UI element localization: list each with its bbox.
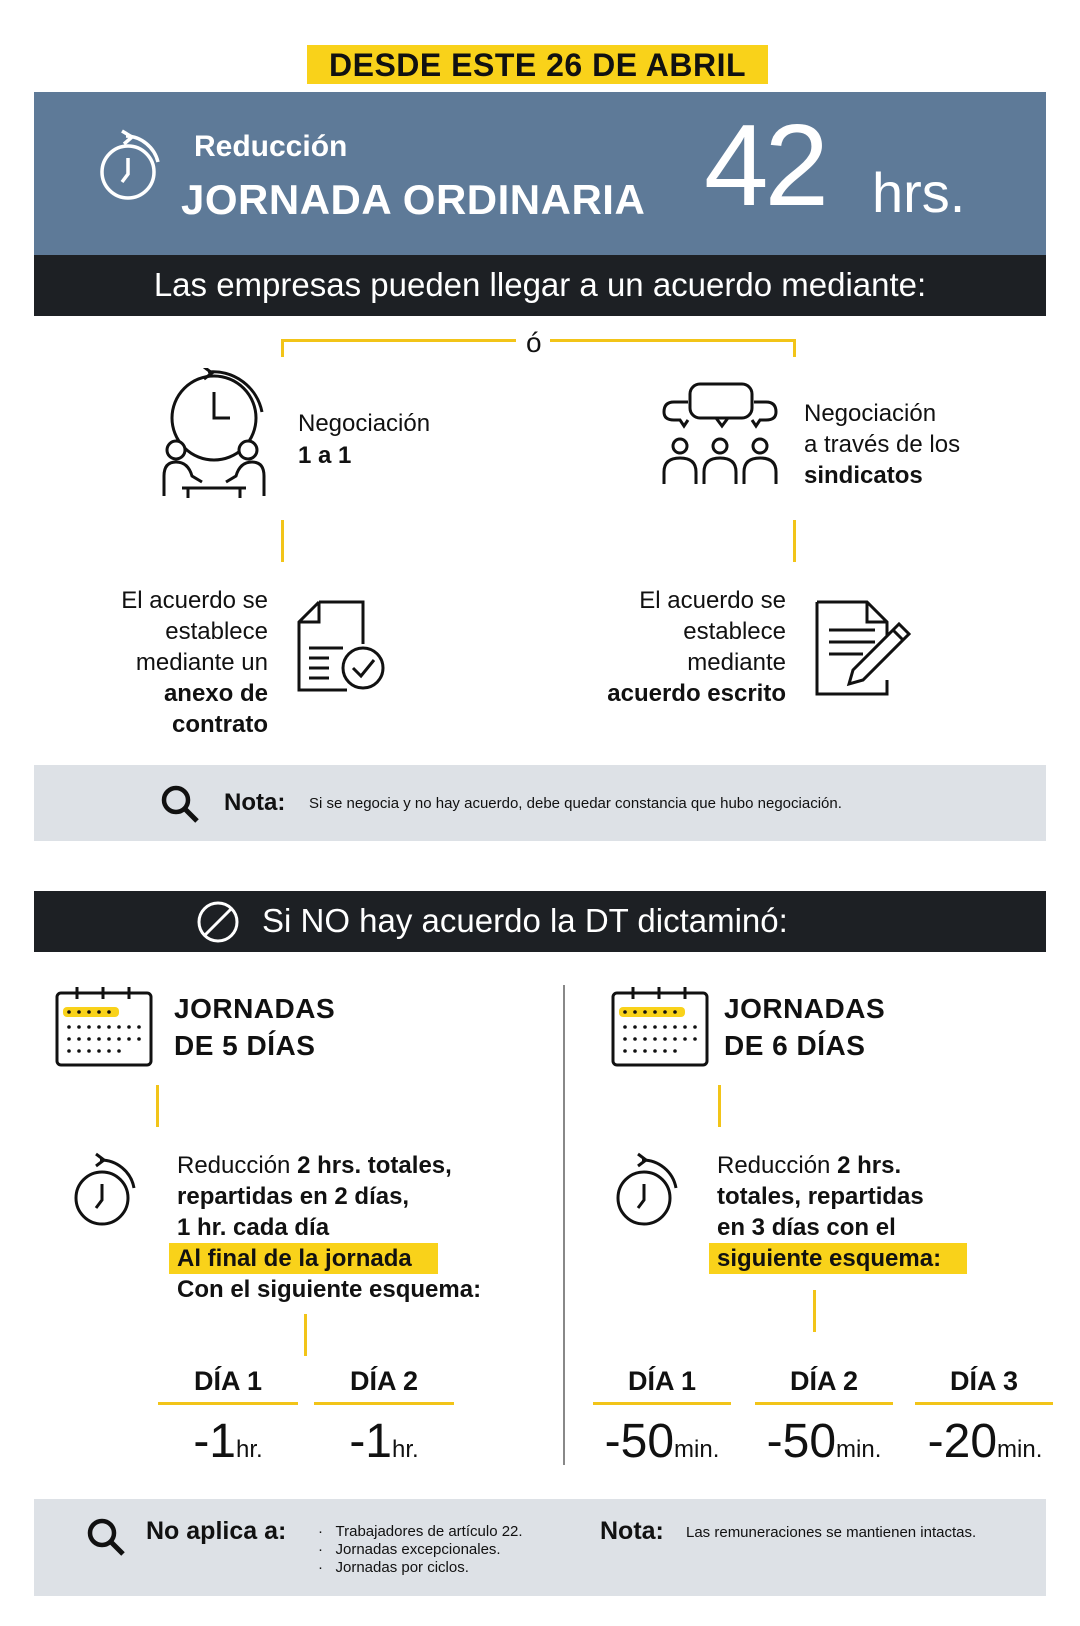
col6-connector-2 [813,1290,816,1332]
magnifier-icon [160,784,200,824]
col5-title: JORNADAS DE 5 DÍAS [174,993,336,1061]
col5-day1-underline [158,1402,298,1405]
bracket-tick-right [793,339,796,357]
col5-clock-icon [70,1150,140,1230]
col6-day1-value: -50min. [604,1415,720,1468]
col6-day2-underline [755,1402,893,1405]
connector-right [793,520,796,562]
bracket-tick-left [281,339,284,357]
col5-connector [156,1085,159,1127]
agreement-bar: Las empresas pueden llegar a un acuerdo mediante: [34,255,1046,316]
no-aplica-list [318,1523,523,1577]
no-agreement-text: Si NO hay acuerdo la DT dictaminó: [262,902,788,939]
or-label: ó [526,327,542,358]
note2-text: Las remuneraciones se mantienen intactas. [686,1524,977,1541]
prohibited-icon [196,900,240,944]
note2-label: Nota: [600,1517,664,1545]
no-agreement-bar [34,891,1046,952]
connector-left [281,520,284,562]
contract-check-icon [297,600,389,692]
no-aplica-label: No aplica a: [146,1517,287,1545]
list-item: · Trabajadores de artículo 22. [318,1523,523,1540]
bracket-line-right [550,339,796,342]
option-left-result: El acuerdo se establece mediante un anexo de contrato [121,587,268,738]
list-item: · Jornadas por ciclos. [318,1559,469,1576]
header-title: JORNADA ORDINARIA [181,176,646,223]
col5-highlight: Al final de la jornada [169,1243,438,1274]
col6-day3-underline [915,1402,1053,1405]
hours-unit: hrs. [872,161,966,224]
note-box-2 [34,1499,1046,1596]
col6-day3-label: DÍA 3 [949,1366,1018,1396]
option-left-line1: Negociación [298,410,431,437]
col5-connector-2 [304,1314,307,1356]
col6-day2-value: -50min. [766,1415,882,1468]
magnifier-icon [86,1517,126,1557]
bracket-line-left [281,339,516,342]
col5-day2-underline [314,1402,454,1405]
col6-description: Reducción 2 hrs. totales, repartidas en 3 días con el siguiente esquema: [717,1150,967,1274]
col5-description: Reducción 2 hrs. totales, repartidas en 2 días, 1 hr. cada día Al final de la jornada Con el siguiente esquema: [177,1150,481,1305]
note1-text: Si se negocia y no hay acuerdo, debe quedar constancia que hubo negociación. [309,795,842,812]
option-right-line1: Negociación [804,400,937,427]
one-on-one-meeting-icon [158,368,270,498]
col6-connector [718,1085,721,1127]
note-box-1 [34,765,1046,841]
option-right-line2: a través de los [804,431,961,458]
header [34,92,1046,255]
clock-icon [96,128,162,208]
col5-day2-value: -1hr. [349,1415,419,1468]
col5-day1-value: -1hr. [193,1415,263,1468]
col5-day1-label: DÍA 1 [193,1366,262,1396]
calendar-icon [611,985,709,1067]
option-left-line2: 1 a 1 [298,442,352,469]
date-banner: DESDE ESTE 26 DE ABRIL [307,45,768,84]
note1-label: Nota: [224,789,286,816]
union-negotiation-icon [660,382,780,487]
written-agreement-icon [815,600,911,696]
col6-day1-underline [593,1402,731,1405]
col5-day2-label: DÍA 2 [349,1366,418,1396]
col6-day3-value: -20min. [927,1415,1043,1468]
col6-day1-label: DÍA 1 [627,1366,696,1396]
header-subtitle: Reducción [194,130,348,163]
col6-clock-icon [612,1150,682,1230]
list-item: · Jornadas excepcionales. [318,1541,501,1558]
calendar-icon [55,985,153,1067]
col6-highlight: siguiente esquema: [709,1243,967,1274]
column-divider [563,985,565,1465]
col6-title: JORNADAS DE 6 DÍAS [724,993,886,1061]
hours-number: 42 [704,100,826,230]
col6-day2-label: DÍA 2 [789,1366,858,1396]
option-right-result: El acuerdo se establece mediante acuerdo escrito [607,587,786,707]
option-right-line3: sindicatos [804,462,923,489]
